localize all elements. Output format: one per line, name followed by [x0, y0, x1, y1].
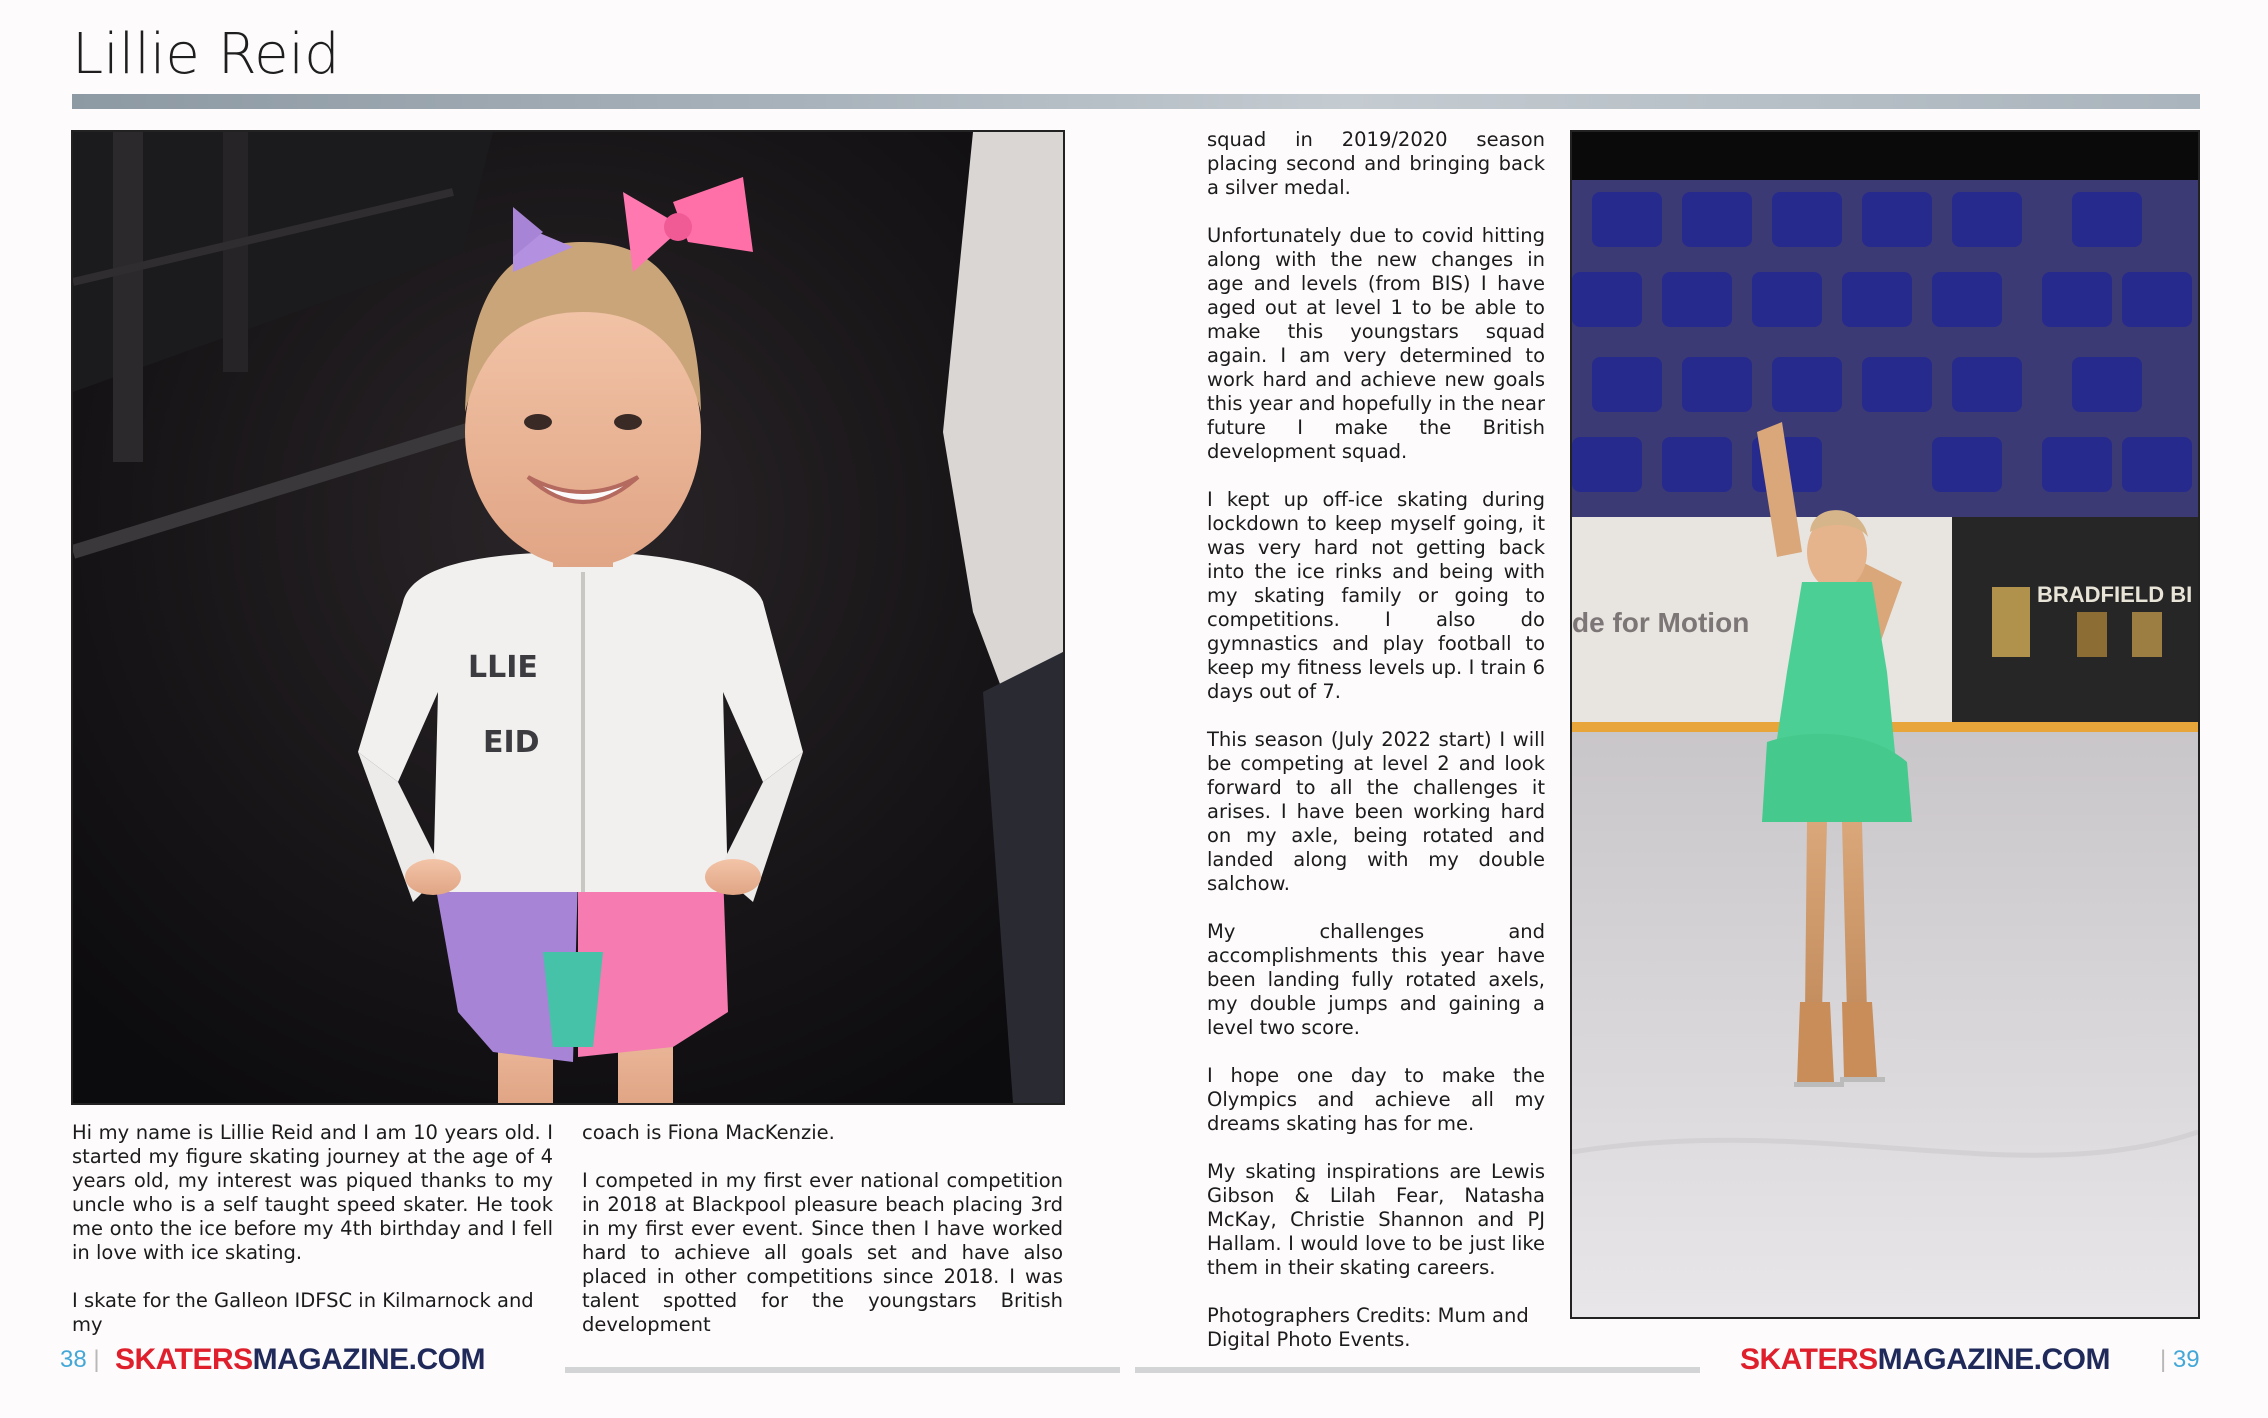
page-number-separator: | — [93, 1346, 100, 1373]
page-number-separator: | — [2160, 1346, 2167, 1373]
footer-brand-left — [115, 1343, 485, 1377]
board-sign-text: de for Motion — [1572, 607, 1750, 638]
paragraph: I competed in my first ever national competition in 2018 at Blackpool pleasure beach placing 3rd in my first ever event. Since then I have worked hard to achieve all goals set and have also placed in other competitions since 2018. I was talent spotted for the youngstars British development — [582, 1169, 1063, 1336]
jacket-logo-text-2: EID — [483, 725, 540, 760]
paragraph: coach is Fiona MacKenzie. — [582, 1121, 835, 1144]
brand-skaters: SKATERS — [115, 1343, 253, 1376]
left-page-number: 38 — [60, 1346, 87, 1373]
brand-magazine: MAGAZINE.COM — [252, 1343, 485, 1376]
article-column-3 — [1207, 128, 1545, 1376]
paragraph: I kept up off-ice skating during lockdown to keep myself going, it was very hard not getting back into the ice rinks and being with my skating family or going to competitions. I also do gymnastics and play football to keep my fitness levels up. I train 6 days out of 7. — [1207, 488, 1545, 703]
brand-skaters: SKATERS — [1740, 1343, 1878, 1376]
footer-brand-right — [1740, 1343, 2110, 1377]
paragraph: Unfortunately due to covid hitting along with the new changes in age and levels (from BIS) I have aged out at level 1 to be able to make this youngstars squad again. I am very determined to work hard and achieve new goals this year and hopefully in the near future I make the British development squad. — [1207, 224, 1545, 463]
title-divider-bar — [72, 94, 2200, 109]
jacket-logo-text: LLIE — [468, 650, 538, 685]
left-page-number-group — [60, 1346, 100, 1374]
right-page-number-group — [2160, 1346, 2200, 1374]
footer-rule-left — [565, 1367, 1120, 1373]
article-column-2 — [582, 1121, 1063, 1361]
banner-sign-text: BRADFIELD BI — [2037, 582, 2193, 607]
portrait-photo-illustration — [73, 132, 1063, 1103]
footer-rule-right — [1135, 1367, 1700, 1373]
paragraph: This season (July 2022 start) I will be competing at level 2 and look forward to all the challenges it arises. I have been working hard on my axle, being rotated and landed along with my double salchow. — [1207, 728, 1545, 895]
paragraph: squad in 2019/2020 season placing second and bringing back a silver medal. — [1207, 128, 1545, 199]
brand-magazine: MAGAZINE.COM — [1877, 1343, 2110, 1376]
article-title: Lillie Reid — [72, 22, 340, 87]
paragraph: Photographers Credits: Mum and Digital Photo Events. — [1207, 1304, 1529, 1351]
paragraph: My skating inspirations are Lewis Gibson & Lilah Fear, Natasha McKay, Christie Shannon and PJ Hallam. I would love to be just like them in their skating careers. — [1207, 1160, 1545, 1279]
skating-action-photo — [1570, 130, 2200, 1319]
paragraph: I skate for the Galleon IDFSC in Kilmarnock and my — [72, 1289, 534, 1336]
paragraph: I hope one day to make the Olympics and achieve all my dreams skating has for me. — [1207, 1064, 1545, 1135]
paragraph: My challenges and accomplishments this year have been landing fully rotated axels, my double jumps and gaining a level two score. — [1207, 920, 1545, 1039]
portrait-photo — [71, 130, 1065, 1105]
right-page-number: 39 — [2172, 1346, 2200, 1373]
skating-photo-illustration — [1572, 132, 2198, 1317]
article-column-1 — [72, 1121, 553, 1361]
paragraph: Hi my name is Lillie Reid and I am 10 years old. I started my figure skating journey at the age of 4 years old, my interest was piqued thanks to my uncle who is a self taught speed skater. He took me onto the ice before my 4th birthday and I fell in love with ice skating. — [72, 1121, 553, 1264]
